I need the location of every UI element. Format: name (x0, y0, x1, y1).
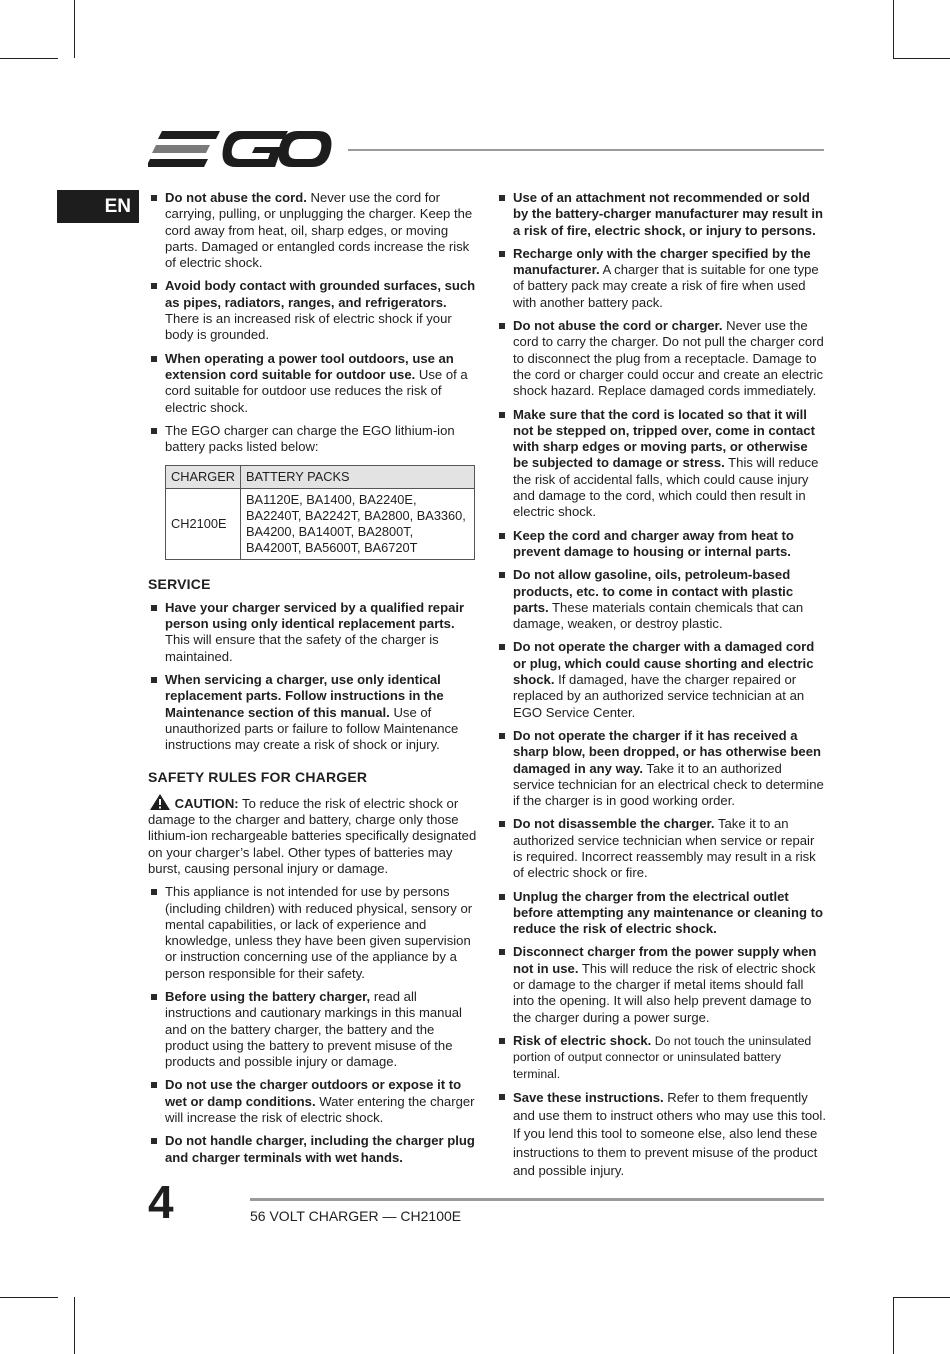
bullet-icon (499, 533, 505, 539)
crop-mark (893, 1297, 950, 1298)
list-item (496, 639, 826, 720)
rule-heading: Make sure that the cord is located so that it will not be stepped on, tripped over, come in contact with sharp edges or moving parts, or otherwise be subjected to damage or stress. (513, 406, 815, 471)
rule-text: Never use the cord for carrying, pulling, or unplugging the charger. Keep the cord away from heat, oil, sharp edges, or moving parts. Damaged or entangled cords increase the risk of electric shock. (165, 190, 473, 271)
rule-heading: Do not disassemble the charger. (513, 816, 715, 832)
table-header: BATTERY PACKS (241, 466, 475, 489)
list-item (148, 1133, 478, 1166)
table-header-row (166, 466, 475, 489)
list-item (496, 190, 826, 239)
list-item (496, 1033, 826, 1082)
bullet-icon (151, 994, 157, 1000)
warning-triangle-icon (149, 793, 171, 811)
list-item (148, 1077, 478, 1126)
bullet-icon (499, 821, 505, 827)
caution-text: To reduce the risk of electric shock or damage to the charger and battery, charge only those lithium-ion rechargeable batteries specifically designated on your charger’s label. Other types of batteries may burst, causing personal injury or damage. (148, 795, 477, 876)
rule-text: Do not touch the uninsulated portion of output connector or uninsulated battery terminal. (513, 1033, 812, 1081)
rule-text: These materials contain chemicals that can damage, weaken, or destroy plastic. (513, 599, 804, 632)
language-tab: EN (57, 190, 139, 223)
rule-heading: Save these instructions. (513, 1089, 664, 1105)
rule-text: Take it to an authorized service technician when service or repair is required. Incorrect reassembly may result in a risk of electric shock or fire. (513, 816, 816, 881)
rule-text: Never use the cord to carry the charger. Do not pull the charger cord to disconnect the plug from a receptacle. Damage to the cord or charger could occur and create an electric shock hazard. Replace damaged cords immediately. (513, 318, 824, 399)
crop-mark (0, 58, 58, 59)
right-column (496, 190, 826, 1187)
rule-heading: When servicing a charger, use only identical replacement parts. Follow instructions in the Maintenance section of this manual. (165, 671, 444, 720)
rule-heading: When operating a power tool outdoors, use an extension cord suitable for outdoor use. (165, 350, 454, 382)
bullet-icon (499, 195, 505, 201)
rule-text: This will reduce the risk of electric shock or damage to the charger if metal items should fall into the opening. It will also help prevent damage to the charger during a power surge. (513, 960, 816, 1025)
rule-text: There is an increased risk of electric shock if your body is grounded. (165, 311, 452, 343)
rule-heading: Before using the battery charger, (165, 988, 371, 1004)
bullet-icon (151, 195, 157, 201)
list-item (496, 318, 826, 399)
list-item (148, 351, 478, 416)
section-title-safety: SAFETY RULES FOR CHARGER (148, 769, 368, 786)
list-item (148, 190, 478, 271)
rule-heading: Keep the cord and charger away from heat to prevent damage to housing or internal parts. (513, 527, 794, 559)
service-rules-list (148, 600, 478, 754)
bullet-icon (151, 1138, 157, 1144)
list-item (148, 600, 478, 665)
rule-heading: Do not operate the charger if it has received a sharp blow, been dropped, or has otherwise been damaged in any way. (513, 727, 821, 776)
rule-heading: Do not use the charger outdoors or expose it to wet or damp conditions. (165, 1077, 462, 1109)
table-row (166, 489, 475, 560)
crop-mark (74, 0, 75, 58)
table-cell: CH2100E (166, 489, 241, 560)
list-item (496, 816, 826, 881)
table-header: CHARGER (166, 466, 241, 489)
battery-table (165, 465, 475, 560)
page-number: 4 (148, 1176, 174, 1228)
left-column (148, 190, 478, 1173)
rule-text: This will reduce the risk of accidental falls, which could cause injury and damage to the cord, which could then result in electric shock. (513, 455, 819, 520)
crop-mark (893, 1297, 894, 1354)
list-item (496, 1089, 826, 1180)
bullet-icon (499, 251, 505, 257)
rule-heading: Do not abuse the cord. (165, 190, 307, 205)
bullet-icon (499, 949, 505, 955)
rule-heading: Disconnect charger from the power supply when not in use. (513, 944, 817, 976)
rule-text: Refer to them frequently and use them to instruct others who may use this tool. If you lend this tool to someone else, also lend these instructions to them to prevent misuse of the product and possible injury. (513, 1089, 826, 1179)
ego-logo (148, 128, 333, 174)
footer-rule (250, 1198, 824, 1201)
rule-text: A charger that is suitable for one type of battery pack may create a risk of fire when used with another battery pack. (513, 262, 819, 310)
crop-mark (0, 1297, 58, 1298)
rule-text: This appliance is not intended for use by persons (including children) with reduced physical, sensory or mental capabilities, or lack of experience and knowledge, unless they have been given supervision or instruction concerning use of the appliance by a person responsible for their safety. (165, 884, 473, 981)
crop-mark (893, 58, 950, 59)
crop-mark (74, 1297, 75, 1354)
rule-heading: Use of an attachment not recommended or sold by the battery-charger manufacturer may result in a risk of fire, electric shock, or injury to persons. (513, 190, 823, 238)
bullet-icon (151, 605, 157, 611)
general-rules-list (148, 190, 478, 455)
caution-label: CAUTION: (174, 795, 239, 811)
rule-text: Water entering the charger will increase the risk of electric shock. (165, 1093, 475, 1126)
rule-text: read all instructions and cautionary markings in this manual and on the battery charger, the battery and the product using the battery to prevent misuse of the products and possible injury or damage. (165, 988, 462, 1070)
rule-heading: Have your charger serviced by a qualified repair person using only identical replacement parts. (165, 599, 465, 632)
bullet-icon (151, 677, 157, 683)
list-item (496, 567, 826, 632)
list-item (496, 889, 826, 938)
bullet-icon (499, 733, 505, 739)
bullet-icon (499, 1038, 505, 1044)
table-cell: BA1120E, BA1400, BA2240E, BA2240T, BA2242T, BA2800, BA3360, BA4200, BA1400T, BA2800T, BA4200T, BA5600T, BA6720T (241, 489, 475, 560)
list-item (148, 672, 478, 753)
list-item (496, 528, 826, 561)
bullet-icon (151, 283, 157, 289)
rule-text: Take it to an authorized service technician for an electrical check to determine if the charger is in good working order. (513, 760, 824, 809)
bullet-icon (151, 428, 157, 434)
safety-rules-list (148, 884, 478, 1166)
rule-text: Use of unauthorized parts or failure to follow Maintenance instructions may create a risk of shock or injury. (165, 704, 459, 753)
list-item (496, 944, 826, 1025)
footer-title: 56 VOLT CHARGER — CH2100E (250, 1208, 462, 1224)
bullet-icon (151, 356, 157, 362)
section-title-service: SERVICE (148, 576, 211, 593)
rule-heading: Do not abuse the cord or charger. (513, 318, 723, 334)
list-item (496, 246, 826, 311)
list-item (496, 728, 826, 809)
rule-text: If damaged, have the charger repaired or replaced by an authorized service technician at an EGO Service Center. (513, 672, 805, 720)
rule-heading: Do not operate the charger with a damaged cord or plug, which could cause shorting and electric shock. (513, 639, 815, 688)
rule-heading: Unplug the charger from the electrical outlet before attempting any maintenance or cleaning to reduce the risk of electric shock. (513, 888, 823, 937)
list-item (148, 884, 478, 982)
header-rule (348, 149, 824, 151)
ego-logo-mark (148, 128, 333, 174)
charger-rules-list (496, 190, 826, 1180)
bullet-icon (499, 412, 505, 418)
caution-paragraph (148, 793, 478, 877)
rule-heading: Recharge only with the charger specified by the manufacturer. (513, 245, 811, 278)
list-item (148, 423, 478, 456)
bullet-icon (499, 1094, 505, 1100)
crop-mark (893, 0, 894, 58)
bullet-icon (499, 323, 505, 329)
rule-text: Use of a cord suitable for outdoor use reduces the risk of electric shock. (165, 366, 468, 415)
bullet-icon (151, 889, 157, 895)
list-item (148, 278, 478, 343)
list-item (496, 407, 826, 521)
rule-heading: Do not allow gasoline, oils, petroleum-based products, etc. to come in contact with plastic parts. (513, 567, 794, 615)
bullet-icon (499, 644, 505, 650)
rule-heading: Risk of electric shock. (513, 1032, 652, 1048)
rule-text: The EGO charger can charge the EGO lithium-ion battery packs listed below: (165, 422, 455, 455)
rule-heading: Avoid body contact with grounded surfaces, such as pipes, radiators, ranges, and refrigerators. (165, 278, 476, 310)
bullet-icon (499, 572, 505, 578)
bullet-icon (499, 894, 505, 900)
bullet-icon (151, 1082, 157, 1088)
rule-heading: Do not handle charger, including the charger plug and charger terminals with wet hands. (165, 1133, 475, 1165)
rule-text: This will ensure that the safety of the charger is maintained. (165, 632, 439, 664)
list-item (148, 989, 478, 1070)
